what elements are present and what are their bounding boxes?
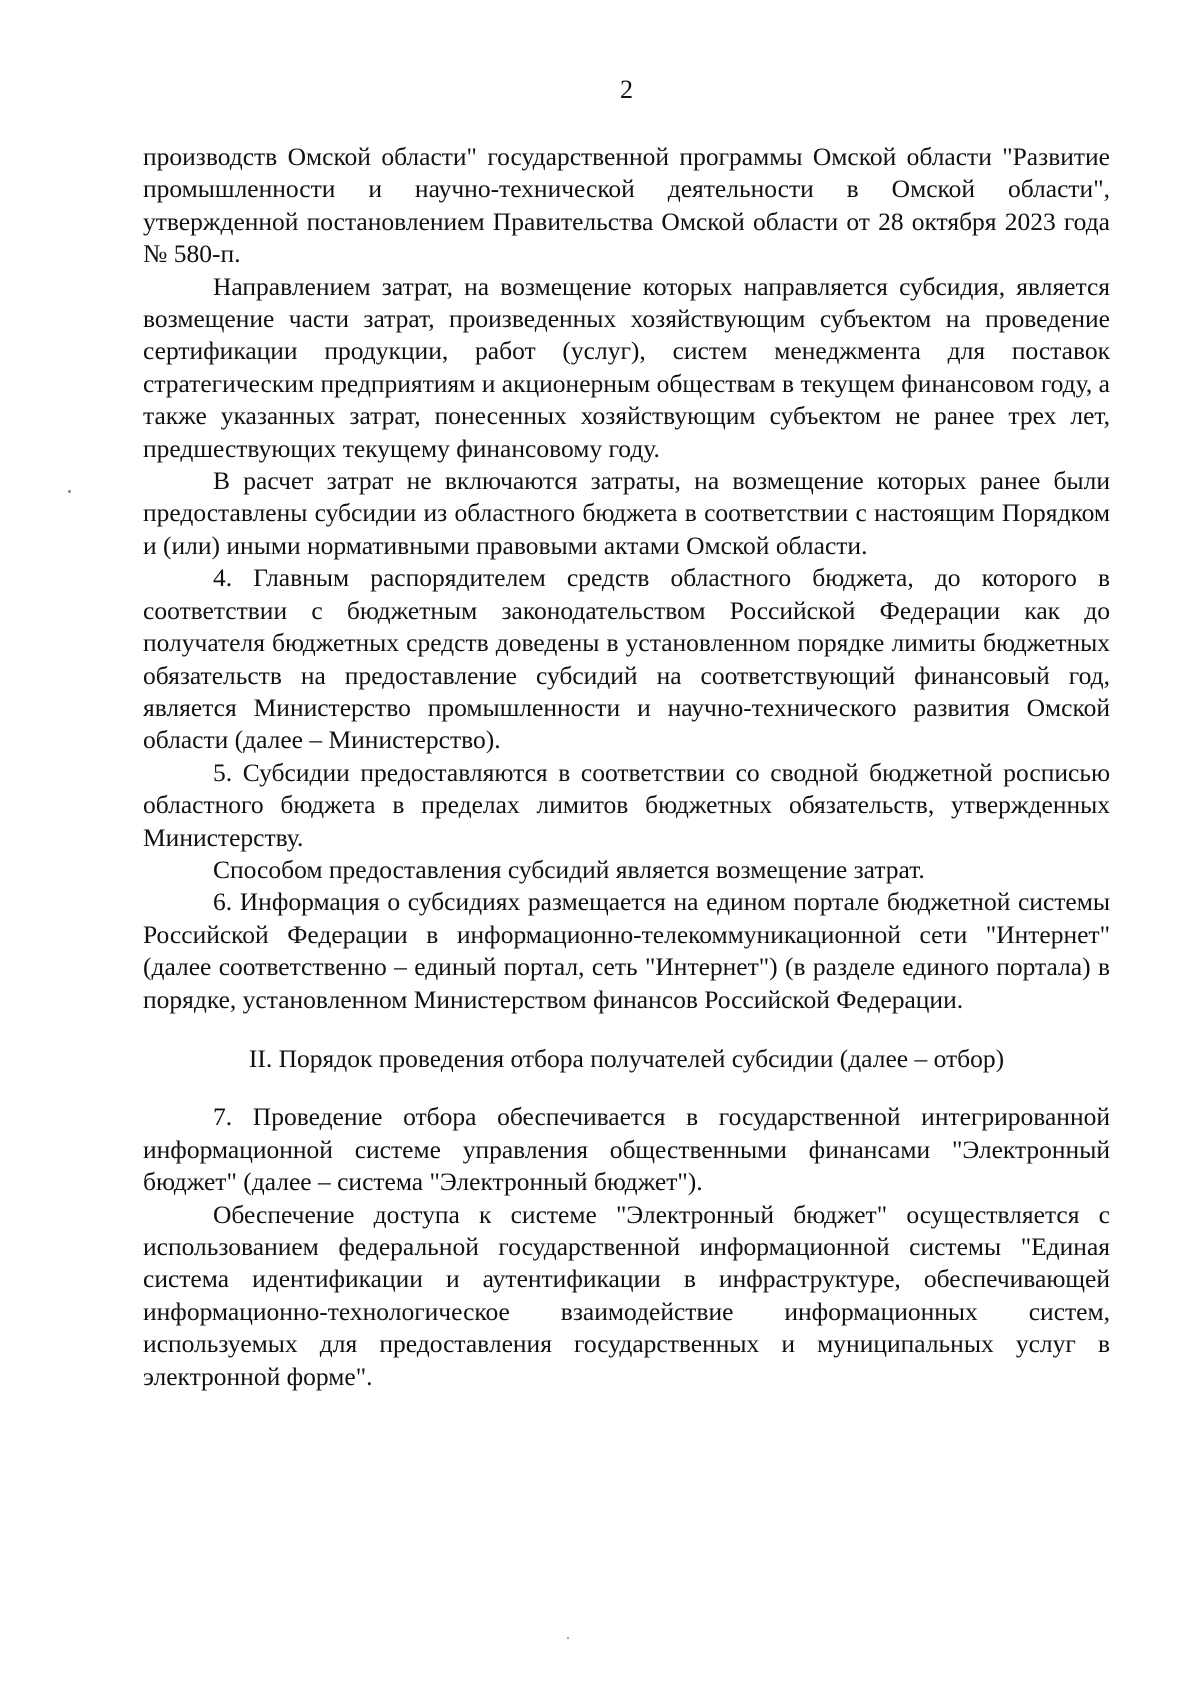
paragraph-cost-exclusions: В расчет затрат не включаются затраты, на возмещение которых ранее были предоставлены субсидии из областного бюджета в соответствии с настоящим Порядком и (или) иными нормативными правовыми актами Омской области.	[143, 466, 1110, 560]
paragraph-item-5: 5. Субсидии предоставляются в соответствии со сводной бюджетной росписью областного бюджета в пределах лимитов бюджетных обязательств, утвержденных Министерству.	[143, 757, 1110, 852]
paragraph-item-4: 4. Главным распорядителем средств областного бюджета, до которого в соответствии с бюджетным законодательством Российской Федерации как до получателя бюджетных средств доведены в установленном порядке лимиты бюджетных обязательств на предоставление субсидий на соответствующий финансовый год, является Министерство промышленности и научно-технического развития Омской области (далее – Министерство).	[143, 563, 1110, 755]
paragraph-continuation: производств Омской области" государственной программы Омской области "Развитие промышленности и научно-технической деятельности в Омской области", утвержденной постановлением Правительства Омской области от 28 октября 2023 года № 580-п.	[143, 142, 1110, 269]
paragraph-cost-direction: Направлением затрат, на возмещение которых направляется субсидия, является возмещение части затрат, произведенных хозяйствующим субъектом на проведение сертификации продукции, работ (услуг), систем менеджмента для поставок стратегическим предприятиям и акционерным обществам в текущем финансовом году, а также указанных затрат, понесенных хозяйствующим субъектом не ранее трех лет, предшествующих текущему финансовому году.	[143, 271, 1110, 463]
paragraph-item-7: 7. Проведение отбора обеспечивается в государственной интегрированной информационной системе управления общественными финансами "Электронный бюджет" (далее – система "Электронный бюджет").	[143, 1102, 1110, 1197]
scan-mark	[68, 490, 71, 493]
section-heading: II. Порядок проведения отбора получателей субсидии (далее – отбор)	[248, 1043, 1005, 1073]
page-number: 2	[620, 75, 633, 104]
paragraph-provision-method: Способом предоставления субсидий является возмещение затрат.	[213, 854, 925, 884]
paragraph-item-6: 6. Информация о субсидиях размещается на едином портале бюджетной системы Российской Федерации в информационно-телекоммуникационной сети "Интернет" (далее соответственно – единый портал, сеть "Интернет") (в разделе единого портала) в порядке, установленном Министерством финансов Российской Федерации.	[143, 887, 1110, 1014]
scan-mark	[567, 1637, 569, 1639]
paragraph-access-provision: Обеспечение доступа к системе "Электронный бюджет" осуществляется с использованием федеральной государственной информационной системы "Единая система идентификации и аутентификации в инфраструктуре, обеспечивающей информационно-технологическое взаимодействие информационных систем, используемых для предоставления государственных и муниципальных услуг в электронной форме".	[143, 1199, 1110, 1391]
document-body	[143, 141, 1110, 1393]
